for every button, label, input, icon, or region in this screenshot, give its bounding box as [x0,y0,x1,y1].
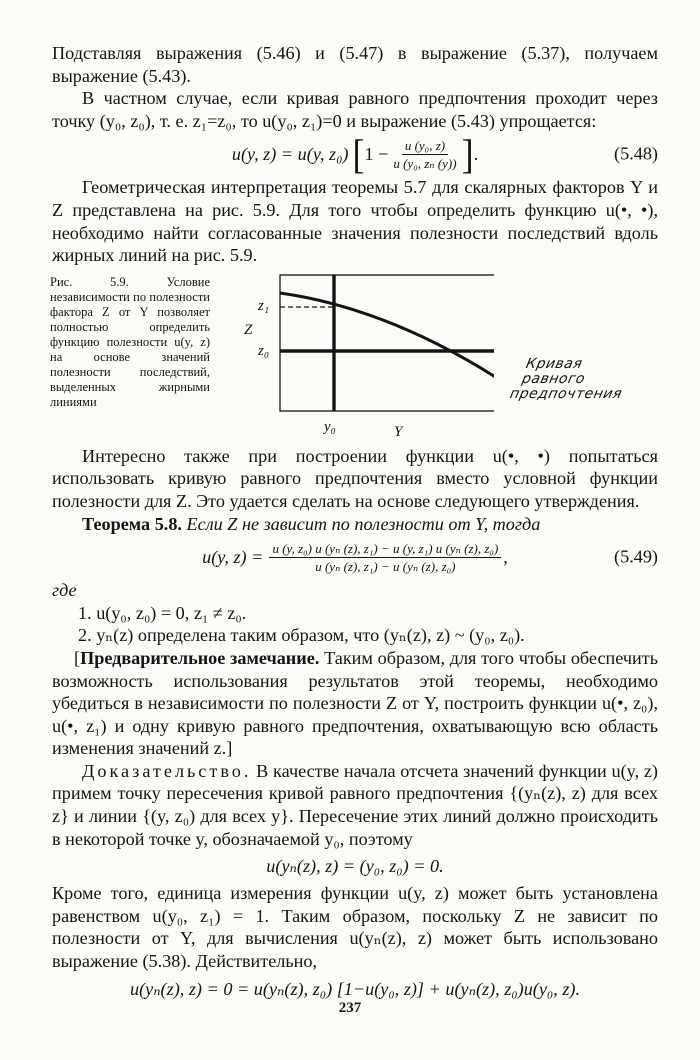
eq549-tail: , [503,546,508,567]
paragraph-1: Подставляя выражения (5.46) и (5.47) в выражение (5.37), получаем выражение (5.43). [52,43,658,86]
theorem-text: Если Z не зависит по полезности от Y, тогда [186,513,541,534]
eq549-lhs: u(y, z) = [202,546,264,567]
remark-text: Таким образом, для того чтобы обеспечить возможность использования результатов этой теоремы, необходимо убедиться в независимости по полезности Z от Y, построить функции u(•, z₀), u(•, z₁) и одну кривую равного предпочтения, охватывающую всю область изменения значений z.] [52,647,659,759]
proof-paragraph [52,760,658,850]
where-label: где [52,580,77,601]
list-item-1: 1. u(y₀, z₀) = 0, z₁ ≠ z₀. [78,602,247,623]
list-item-2: 2. yₙ(z) определена таким образом, что (yₙ(z), z) ~ (y₀, z₀). [78,625,525,646]
eq548-number: (5.48) [614,144,658,165]
theorem-heading: Теорема 5.8. [82,513,182,534]
label-z0: z₀ [258,342,270,359]
eq549-denominator: u (yₙ (z), z₁) − u (yₙ (z), z₀) [315,558,456,574]
eq-last-text: u(yₙ(z), z) = 0 = u(yₙ(z), z₀) [1−u(y₀, z)] + u(yₙ(z), z₀)u(y₀, z). [129,979,581,1000]
paragraph-5: Кроме того, единица измерения функции u(y, z) может быть установлена равенством u(y₀, z₁) = 1. Таким образом, поскольку Z не зависит по полезности от Y, для вычисления u(yₙ(z), z) может быть использовано выражение (5.38). Действительно, [52,883,658,972]
eq548-open-bracket: [ [352,131,365,178]
eq548-denominator: u (y₀, zₙ (y)) [393,155,457,171]
theorem-5-8 [52,513,658,536]
eq549-number: (5.49) [614,546,658,567]
eq548-one: 1 − [364,144,389,165]
figure-caption: Рис. 5.9. Условие независимости по полезности фактора Z от Y позволяет полностью определить функцию полезности u(y, z) на основе значений полезности последствий, выделенных жирными линиями [50,274,210,409]
remark-open-bracket: [ [74,647,81,668]
page-body [52,42,658,1007]
eq-mid-text: u(yₙ(z), z) = (y₀, z₀) = 0. [266,855,444,876]
curve-label-line-3: предпочтения [508,385,624,402]
proof-text: В качестве начала отсчета значений функции u(y, z) примем точку пересечения кривой равного предпочтения {(yₙ(z), z) для всех z} и линии {(y, z₀) для всех y}. Пересечение этих линий должно происходить в некоторой точке y, обозначаемой y₀, поэтому [52,760,658,849]
figure-plot [234,273,494,439]
label-y0: y₀ [324,418,336,435]
label-y: Y [394,423,403,440]
remark-heading: Предварительное замечание. [80,647,320,668]
eq549-numerator: u (y, z₀) u (yₙ (z), z₁) − u (y, z₁) u (yₙ (z), z₀) [269,541,501,558]
curve-label-line-2: равного [520,370,587,387]
paragraph-4: Интересно также при построении функции u(•, •) попытаться использовать кривую равного предпочтения вместо условной функции полезности для Z. Это удается сделать на основе следующего утверждения. [52,445,658,511]
eq548-close-bracket: ] [461,131,474,178]
remark-paragraph [52,647,658,760]
proof-heading: Доказательство. [82,760,252,781]
eq548-numerator: u (y₀, z) [402,138,448,155]
plot-frame [280,275,494,411]
curve-label-line-1: Кривая [524,355,584,372]
page-number: 237 [338,1000,362,1016]
equation-5-49 [52,537,658,577]
eq548-fraction [390,138,459,171]
eq548-tail: . [473,144,479,165]
figure-5-9 [52,273,658,439]
paragraph-3: Геометрическая интерпретация теоремы 5.7 для скалярных факторов Y и Z представлена на рис. 5.9. Для того чтобы определить функцию u(•, •), необходимо найти согласованные значения полезности последствий вдоль жирных линий на рис. 5.9. [52,177,658,266]
eq549-fraction [269,541,501,574]
paragraph-2: В частном случае, если кривая равного предпочтения проходит через точку (y₀, z₀), т. е. z₁=z₀, то u(y₀, z₁)=0 и выражение (5.43) упрощается: [52,88,658,131]
label-z: Z [244,321,253,338]
eq548-lhs: u(y, z) = u(y, z₀) [231,144,349,165]
label-z1: z₁ [258,297,270,314]
equation-5-48 [52,131,658,178]
equation-mid [52,852,658,880]
